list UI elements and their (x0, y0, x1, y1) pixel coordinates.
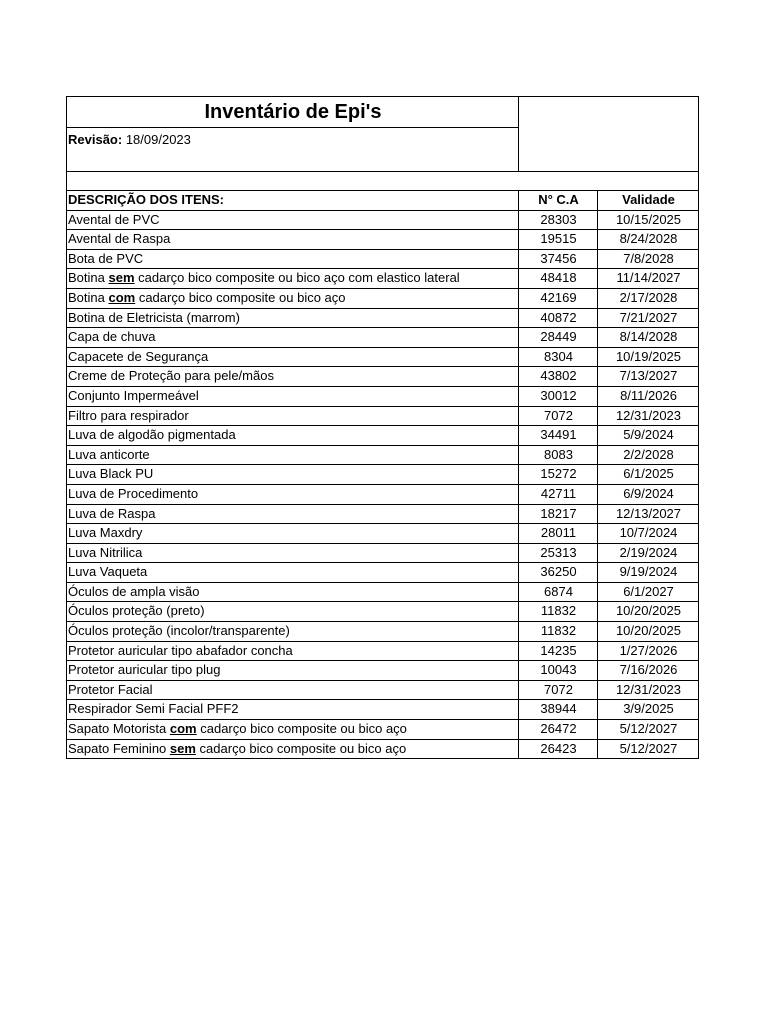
item-description (67, 328, 519, 348)
item-description-text: Óculos proteção (preto) (68, 603, 205, 619)
item-ca-number: 7072 (519, 406, 598, 426)
item-description (67, 465, 519, 485)
item-description (67, 543, 519, 563)
item-description-text: Protetor Facial (68, 681, 153, 697)
item-validity: 10/19/2025 (598, 347, 699, 367)
item-ca-number: 8083 (519, 445, 598, 465)
item-ca-number: 19515 (519, 230, 598, 250)
item-description-emphasis: com (169, 721, 197, 737)
item-description (67, 445, 519, 465)
item-validity: 7/16/2026 (598, 661, 699, 681)
item-description (67, 524, 519, 544)
item-description (67, 700, 519, 720)
table-row (67, 661, 699, 681)
table-row (67, 641, 699, 661)
item-description-text: Óculos de ampla visão (68, 583, 200, 599)
item-description-text: Luva de algodão pigmentada (68, 427, 236, 443)
item-description-text: Protetor auricular tipo abafador concha (68, 642, 293, 658)
item-validity: 6/1/2027 (598, 582, 699, 602)
item-ca-number: 15272 (519, 465, 598, 485)
item-description-text: Luva de Procedimento (68, 485, 199, 501)
item-ca-number: 36250 (519, 563, 598, 583)
item-validity: 11/14/2027 (598, 269, 699, 289)
revision-cell (67, 128, 519, 172)
item-description (67, 739, 519, 759)
item-description-text: cadarço bico composite ou bico aço (135, 289, 346, 305)
table-row (67, 328, 699, 348)
spacer-row (67, 172, 699, 191)
table-row (67, 602, 699, 622)
item-validity: 8/24/2028 (598, 230, 699, 250)
item-description-text: Creme de Proteção para pele/mãos (68, 368, 274, 384)
item-description-text: cadarço bico composite ou bico aço (196, 721, 407, 737)
table-row (67, 563, 699, 583)
item-validity: 12/13/2027 (598, 504, 699, 524)
item-description-text: cadarço bico composite ou bico aço (195, 740, 407, 756)
item-ca-number: 48418 (519, 269, 598, 289)
item-description-text: Luva Black PU (68, 466, 154, 482)
table-row (67, 465, 699, 485)
item-description-emphasis: sem (108, 270, 135, 286)
item-description (67, 680, 519, 700)
item-description-text: Luva Maxdry (68, 525, 143, 541)
item-ca-number: 40872 (519, 308, 598, 328)
column-header-description: DESCRIÇÃO DOS ITENS: (67, 191, 519, 211)
revision-label: Revisão: (68, 132, 123, 147)
item-validity: 10/20/2025 (598, 622, 699, 642)
item-ca-number: 34491 (519, 426, 598, 446)
table-row (67, 210, 699, 230)
item-ca-number: 6874 (519, 582, 598, 602)
item-ca-number: 42169 (519, 288, 598, 308)
item-description-text: Luva anticorte (68, 446, 150, 462)
table-row (67, 347, 699, 367)
item-description-text: Avental de Raspa (68, 231, 171, 247)
item-description (67, 622, 519, 642)
table-row (67, 367, 699, 387)
item-validity: 6/1/2025 (598, 465, 699, 485)
item-description (67, 269, 519, 289)
item-description-text: Capa de chuva (68, 329, 156, 345)
item-description-text: Sapato Motorista (68, 721, 170, 737)
header-row (67, 191, 699, 211)
item-description (67, 563, 519, 583)
item-description-text: Filtro para respirador (68, 407, 189, 423)
logo-area (519, 97, 699, 172)
item-description-text: Avental de PVC (68, 211, 160, 227)
item-ca-number: 8304 (519, 347, 598, 367)
item-description (67, 406, 519, 426)
inventory-table-body (67, 97, 699, 759)
item-validity: 3/9/2025 (598, 700, 699, 720)
item-description (67, 347, 519, 367)
item-validity: 5/12/2027 (598, 739, 699, 759)
item-validity: 5/9/2024 (598, 426, 699, 446)
item-validity: 1/27/2026 (598, 641, 699, 661)
item-validity: 10/15/2025 (598, 210, 699, 230)
item-validity: 2/2/2028 (598, 445, 699, 465)
item-description (67, 720, 519, 740)
item-description-text: Luva de Raspa (68, 505, 156, 521)
item-validity: 2/17/2028 (598, 288, 699, 308)
item-validity: 7/21/2027 (598, 308, 699, 328)
item-description-text: Botina (68, 270, 109, 286)
column-header-ca: N° C.A (519, 191, 598, 211)
item-description (67, 367, 519, 387)
item-description (67, 641, 519, 661)
item-description (67, 230, 519, 250)
table-row (67, 249, 699, 269)
revision-date: 18/09/2023 (125, 132, 191, 147)
inventory-table (66, 96, 699, 759)
item-ca-number: 28011 (519, 524, 598, 544)
document-title: Inventário de Epi's (67, 97, 519, 128)
item-description-text: Conjunto Impermeável (68, 387, 199, 403)
table-row (67, 622, 699, 642)
item-ca-number: 28303 (519, 210, 598, 230)
item-ca-number: 26423 (519, 739, 598, 759)
table-row (67, 543, 699, 563)
item-ca-number: 7072 (519, 680, 598, 700)
table-row (67, 680, 699, 700)
column-header-validity: Validade (598, 191, 699, 211)
item-ca-number: 11832 (519, 622, 598, 642)
item-description-emphasis: sem (169, 740, 196, 756)
table-row (67, 524, 699, 544)
item-ca-number: 10043 (519, 661, 598, 681)
item-ca-number: 38944 (519, 700, 598, 720)
item-ca-number: 30012 (519, 386, 598, 406)
item-description-emphasis: com (108, 289, 136, 305)
item-ca-number: 25313 (519, 543, 598, 563)
title-row (67, 97, 699, 128)
item-validity: 12/31/2023 (598, 680, 699, 700)
item-description (67, 484, 519, 504)
table-row (67, 582, 699, 602)
item-validity: 5/12/2027 (598, 720, 699, 740)
item-description (67, 249, 519, 269)
table-row (67, 288, 699, 308)
item-validity: 8/14/2028 (598, 328, 699, 348)
item-description-text: Protetor auricular tipo plug (68, 662, 221, 678)
item-description-text: Luva Vaqueta (68, 564, 148, 580)
item-description (67, 504, 519, 524)
item-description (67, 288, 519, 308)
item-ca-number: 43802 (519, 367, 598, 387)
item-description (67, 308, 519, 328)
table-row (67, 308, 699, 328)
item-description-text: cadarço bico composite ou bico aço com elastico lateral (134, 270, 460, 286)
spacer-cell (67, 172, 699, 191)
item-description-text: Sapato Feminino (68, 740, 170, 756)
item-description (67, 210, 519, 230)
item-description-text: Respirador Semi Facial PFF2 (68, 701, 239, 717)
table-row (67, 406, 699, 426)
item-description-text: Botina (68, 289, 109, 305)
item-validity: 2/19/2024 (598, 543, 699, 563)
item-validity: 6/9/2024 (598, 484, 699, 504)
item-ca-number: 26472 (519, 720, 598, 740)
table-row (67, 445, 699, 465)
table-row (67, 700, 699, 720)
table-row (67, 426, 699, 446)
table-row (67, 269, 699, 289)
table-row (67, 720, 699, 740)
item-validity: 10/20/2025 (598, 602, 699, 622)
table-row (67, 386, 699, 406)
table-row (67, 504, 699, 524)
item-validity: 7/8/2028 (598, 249, 699, 269)
table-row (67, 484, 699, 504)
item-validity: 8/11/2026 (598, 386, 699, 406)
item-description (67, 582, 519, 602)
item-description-text: Capacete de Segurança (68, 348, 209, 364)
item-description (67, 426, 519, 446)
item-description (67, 386, 519, 406)
item-ca-number: 18217 (519, 504, 598, 524)
item-ca-number: 42711 (519, 484, 598, 504)
item-description-text: Bota de PVC (68, 250, 144, 266)
table-row (67, 230, 699, 250)
item-description-text: Botina de Eletricista (marrom) (68, 309, 240, 325)
item-ca-number: 37456 (519, 249, 598, 269)
inventory-sheet (66, 96, 698, 759)
table-row (67, 739, 699, 759)
item-validity: 12/31/2023 (598, 406, 699, 426)
item-ca-number: 14235 (519, 641, 598, 661)
item-description-text: Óculos proteção (incolor/transparente) (68, 623, 290, 639)
item-validity: 7/13/2027 (598, 367, 699, 387)
item-ca-number: 28449 (519, 328, 598, 348)
item-description-text: Luva Nitrilica (68, 544, 143, 560)
item-ca-number: 11832 (519, 602, 598, 622)
item-description (67, 602, 519, 622)
item-validity: 9/19/2024 (598, 563, 699, 583)
item-validity: 10/7/2024 (598, 524, 699, 544)
item-description (67, 661, 519, 681)
